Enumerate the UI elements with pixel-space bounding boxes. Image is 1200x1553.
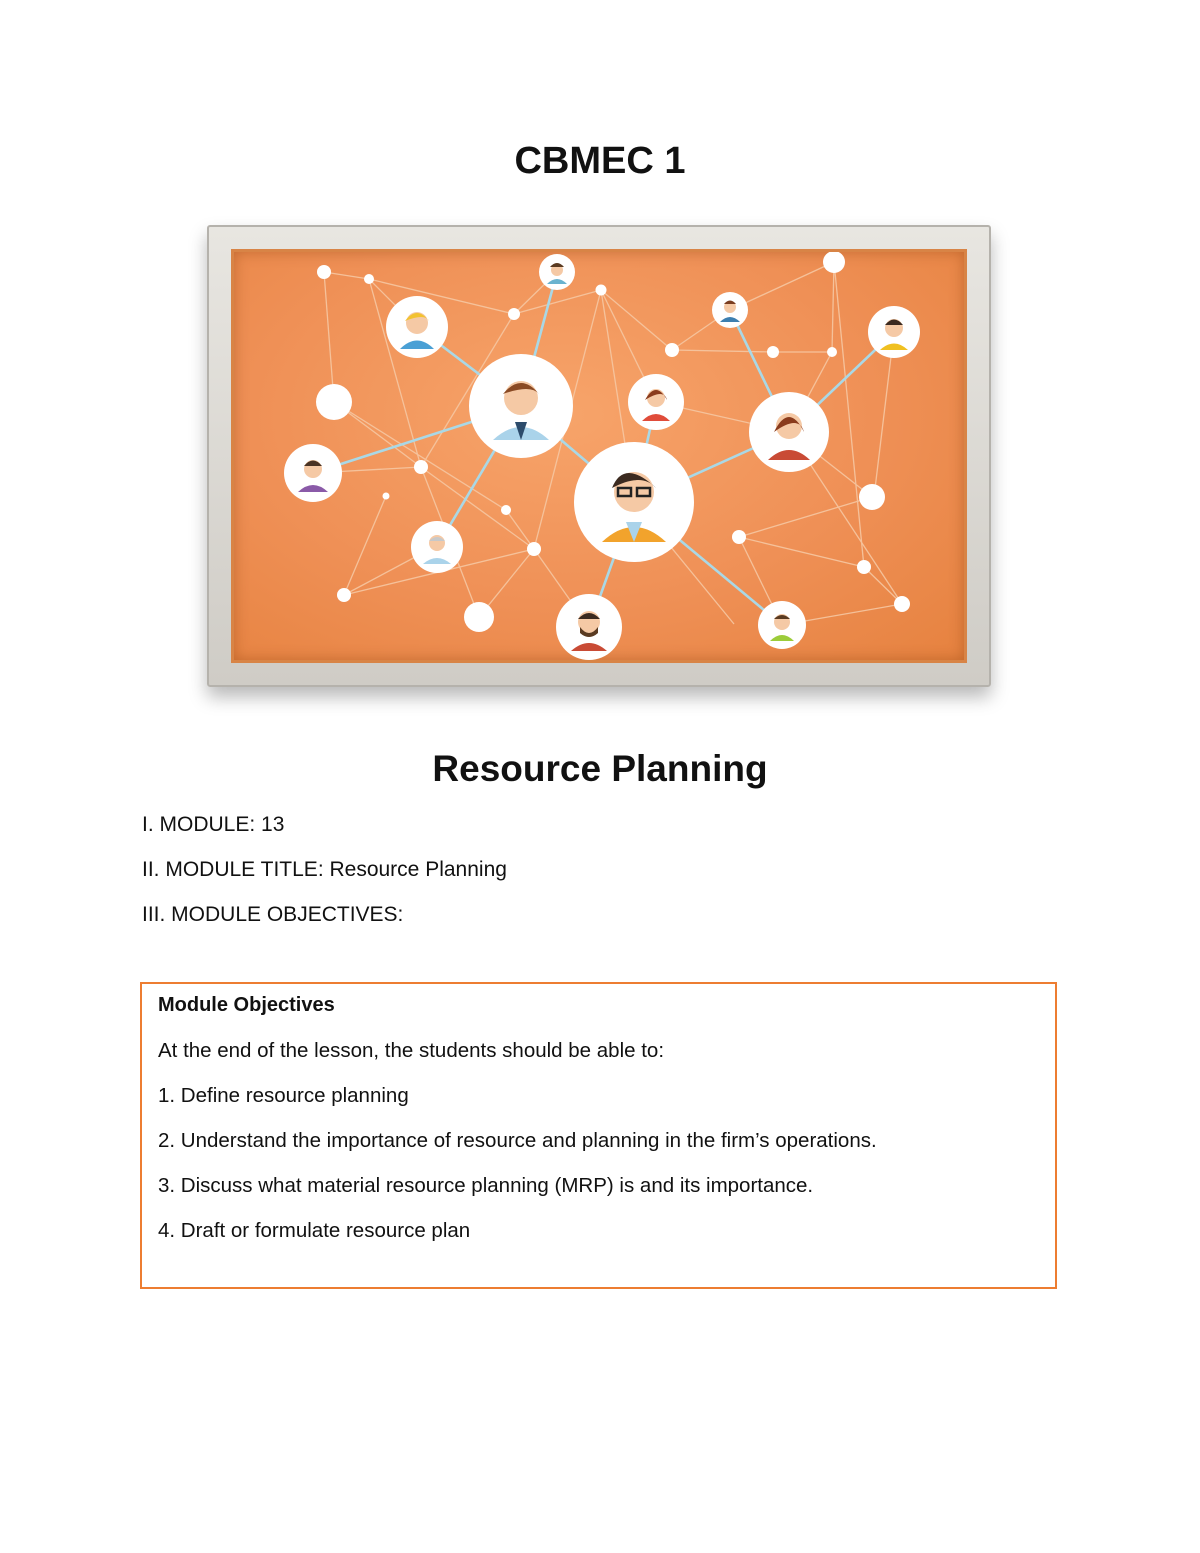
objectives-list <box>158 1084 1039 1243</box>
objectives-box <box>140 982 1057 1289</box>
network-illustration <box>231 249 967 663</box>
objective-item: 3. Discuss what material resource planning (MRP) is and its importance. <box>158 1174 814 1197</box>
module-number: I. MODULE: 13 <box>142 813 285 836</box>
network-illustration-frame <box>207 225 991 687</box>
course-code: CBMEC 1 <box>514 140 686 182</box>
objective-item: 2. Understand the importance of resource and planning in the firm’s operations. <box>158 1129 877 1152</box>
objectives-intro: At the end of the lesson, the students should be able to: <box>158 1039 665 1062</box>
module-objectives-label: III. MODULE OBJECTIVES: <box>142 903 404 926</box>
network-people-icon <box>234 252 968 664</box>
document-title: Resource Planning <box>432 748 768 789</box>
objective-item: 4. Draft or formulate resource plan <box>158 1219 471 1242</box>
objectives-heading: Module Objectives <box>158 994 335 1016</box>
module-title: II. MODULE TITLE: Resource Planning <box>142 858 507 881</box>
objective-item: 1. Define resource planning <box>158 1084 409 1107</box>
